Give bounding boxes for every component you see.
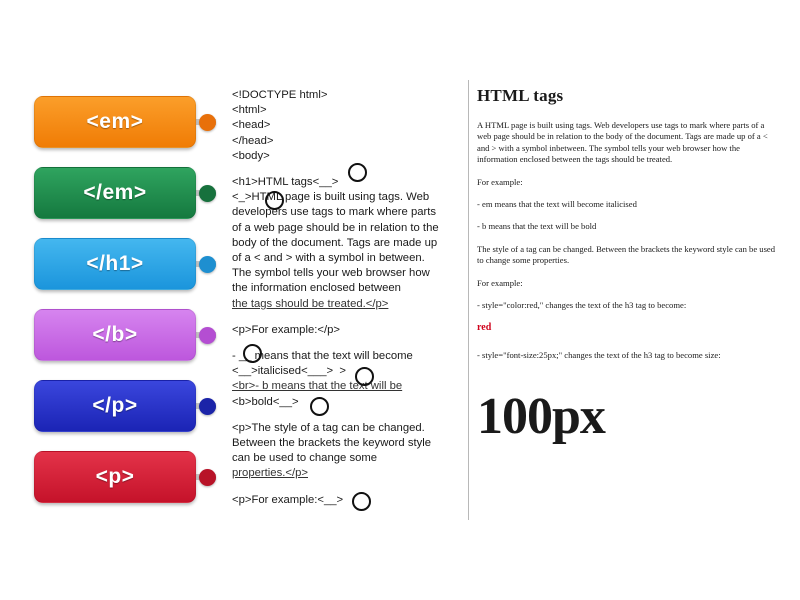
tag-p-open-label: <p> — [95, 465, 135, 488]
annotation-circle-5 — [310, 397, 329, 416]
code-line: - __ means that the text will become — [232, 350, 413, 363]
code-line: <_>HTML page is built using tags. Web — [232, 191, 430, 204]
code-line: body of the document. Tags are made up — [232, 236, 438, 249]
code-line: <b>bold<__> — [232, 395, 299, 408]
code-block-doctype — [232, 88, 460, 164]
vertical-divider — [468, 80, 469, 520]
em-note-text: - em means that the text will become italicised — [477, 199, 637, 210]
document-paragraph-em-note — [477, 199, 777, 210]
tag-p-open[interactable] — [34, 451, 196, 503]
tag-em-open[interactable] — [34, 96, 196, 148]
document-paragraph-intro: A HTML page is built using tags. Web developers use tags to mark where parts of a web page should be in relation to the body of the document. Tags are made up of a < and > with a symbol inbetween. The symbol tells your web browser how the information enclosed between the tags should be treated. — [477, 120, 768, 165]
tag-p-close[interactable] — [34, 380, 196, 432]
connector-knob-h1-close — [199, 256, 216, 273]
tag-h1-close[interactable] — [34, 238, 196, 290]
connector-knob-p-open — [199, 469, 216, 486]
code-line: the tags should be treated.</p> — [232, 297, 389, 310]
tag-p-close-label: </p> — [92, 394, 138, 417]
code-block-for-example-1 — [232, 323, 460, 338]
code-line: <head> — [232, 119, 271, 132]
code-line: <html> — [232, 104, 267, 117]
connector-knob-p-close — [199, 398, 216, 415]
tag-h1-close-label: </h1> — [86, 252, 144, 275]
tag-em-close[interactable] — [34, 167, 196, 219]
connector-knob-em-open — [199, 114, 216, 131]
code-line: Between the brackets the keyword style — [232, 437, 432, 450]
code-block-for-example-2 — [232, 493, 460, 508]
code-line: can be used to change some — [232, 452, 378, 465]
code-line: <p>The style of a tag can be changed. — [232, 421, 425, 434]
code-line: <!DOCTYPE html> — [232, 89, 328, 101]
code-block-style-note — [232, 421, 460, 482]
annotation-circle-4 — [355, 367, 374, 386]
connector-knob-b-close — [199, 327, 216, 344]
document-title: HTML tags — [477, 86, 564, 105]
annotation-circle-1 — [348, 163, 367, 182]
tag-b-close[interactable] — [34, 309, 196, 361]
code-line: <p>For example:<__> — [232, 493, 344, 506]
document-big-size-sample: 100px — [477, 388, 605, 446]
document-red-sample: red — [477, 322, 492, 334]
code-line: of a web page should be in relation to the — [232, 221, 439, 234]
code-line: <__>italicised<___> > — [232, 365, 347, 378]
b-note-text: - b means that the text will be bold — [477, 221, 597, 232]
code-line: <body> — [232, 149, 270, 162]
tag-b-close-label: </b> — [92, 323, 138, 346]
code-line: </head> — [232, 134, 274, 147]
tag-em-close-label: </em> — [83, 181, 147, 204]
tag-em-open-label: <em> — [86, 110, 144, 133]
annotation-circle-3 — [243, 344, 262, 363]
rendered-document — [477, 86, 777, 445]
code-block-em-bold — [232, 349, 460, 410]
annotation-circle-2 — [265, 191, 284, 210]
document-fontsize-note: - style="font-size:25px;" changes the text of the h3 tag to become size: — [477, 349, 721, 360]
code-line: properties.</p> — [232, 467, 308, 480]
code-line: <br>- b means that the text will be — [232, 380, 403, 393]
document-paragraph-b-note — [477, 221, 777, 232]
document-paragraph-example-label-1: For example: — [477, 176, 523, 187]
document-paragraph-color-note: - style="color:red," changes the text of the h3 tag to become: — [477, 300, 687, 311]
code-line: <p>For example:</p> — [232, 323, 341, 336]
code-line: of a < and > with a symbol in between. — [232, 252, 425, 265]
code-line: the information enclosed between — [232, 282, 401, 295]
document-paragraph-style-note: The style of a tag can be changed. Between the brackets the keyword style can be used to change some properties. — [477, 243, 776, 266]
code-line: The symbol tells your web browser how — [232, 267, 430, 280]
connector-knob-em-close — [199, 185, 216, 202]
code-line: developers use tags to mark where parts — [232, 206, 437, 219]
annotation-circle-6 — [352, 492, 371, 511]
code-line: <h1>HTML tags<__> — [232, 176, 339, 189]
code-column — [232, 88, 460, 519]
document-paragraph-example-label-2: For example: — [477, 277, 523, 288]
